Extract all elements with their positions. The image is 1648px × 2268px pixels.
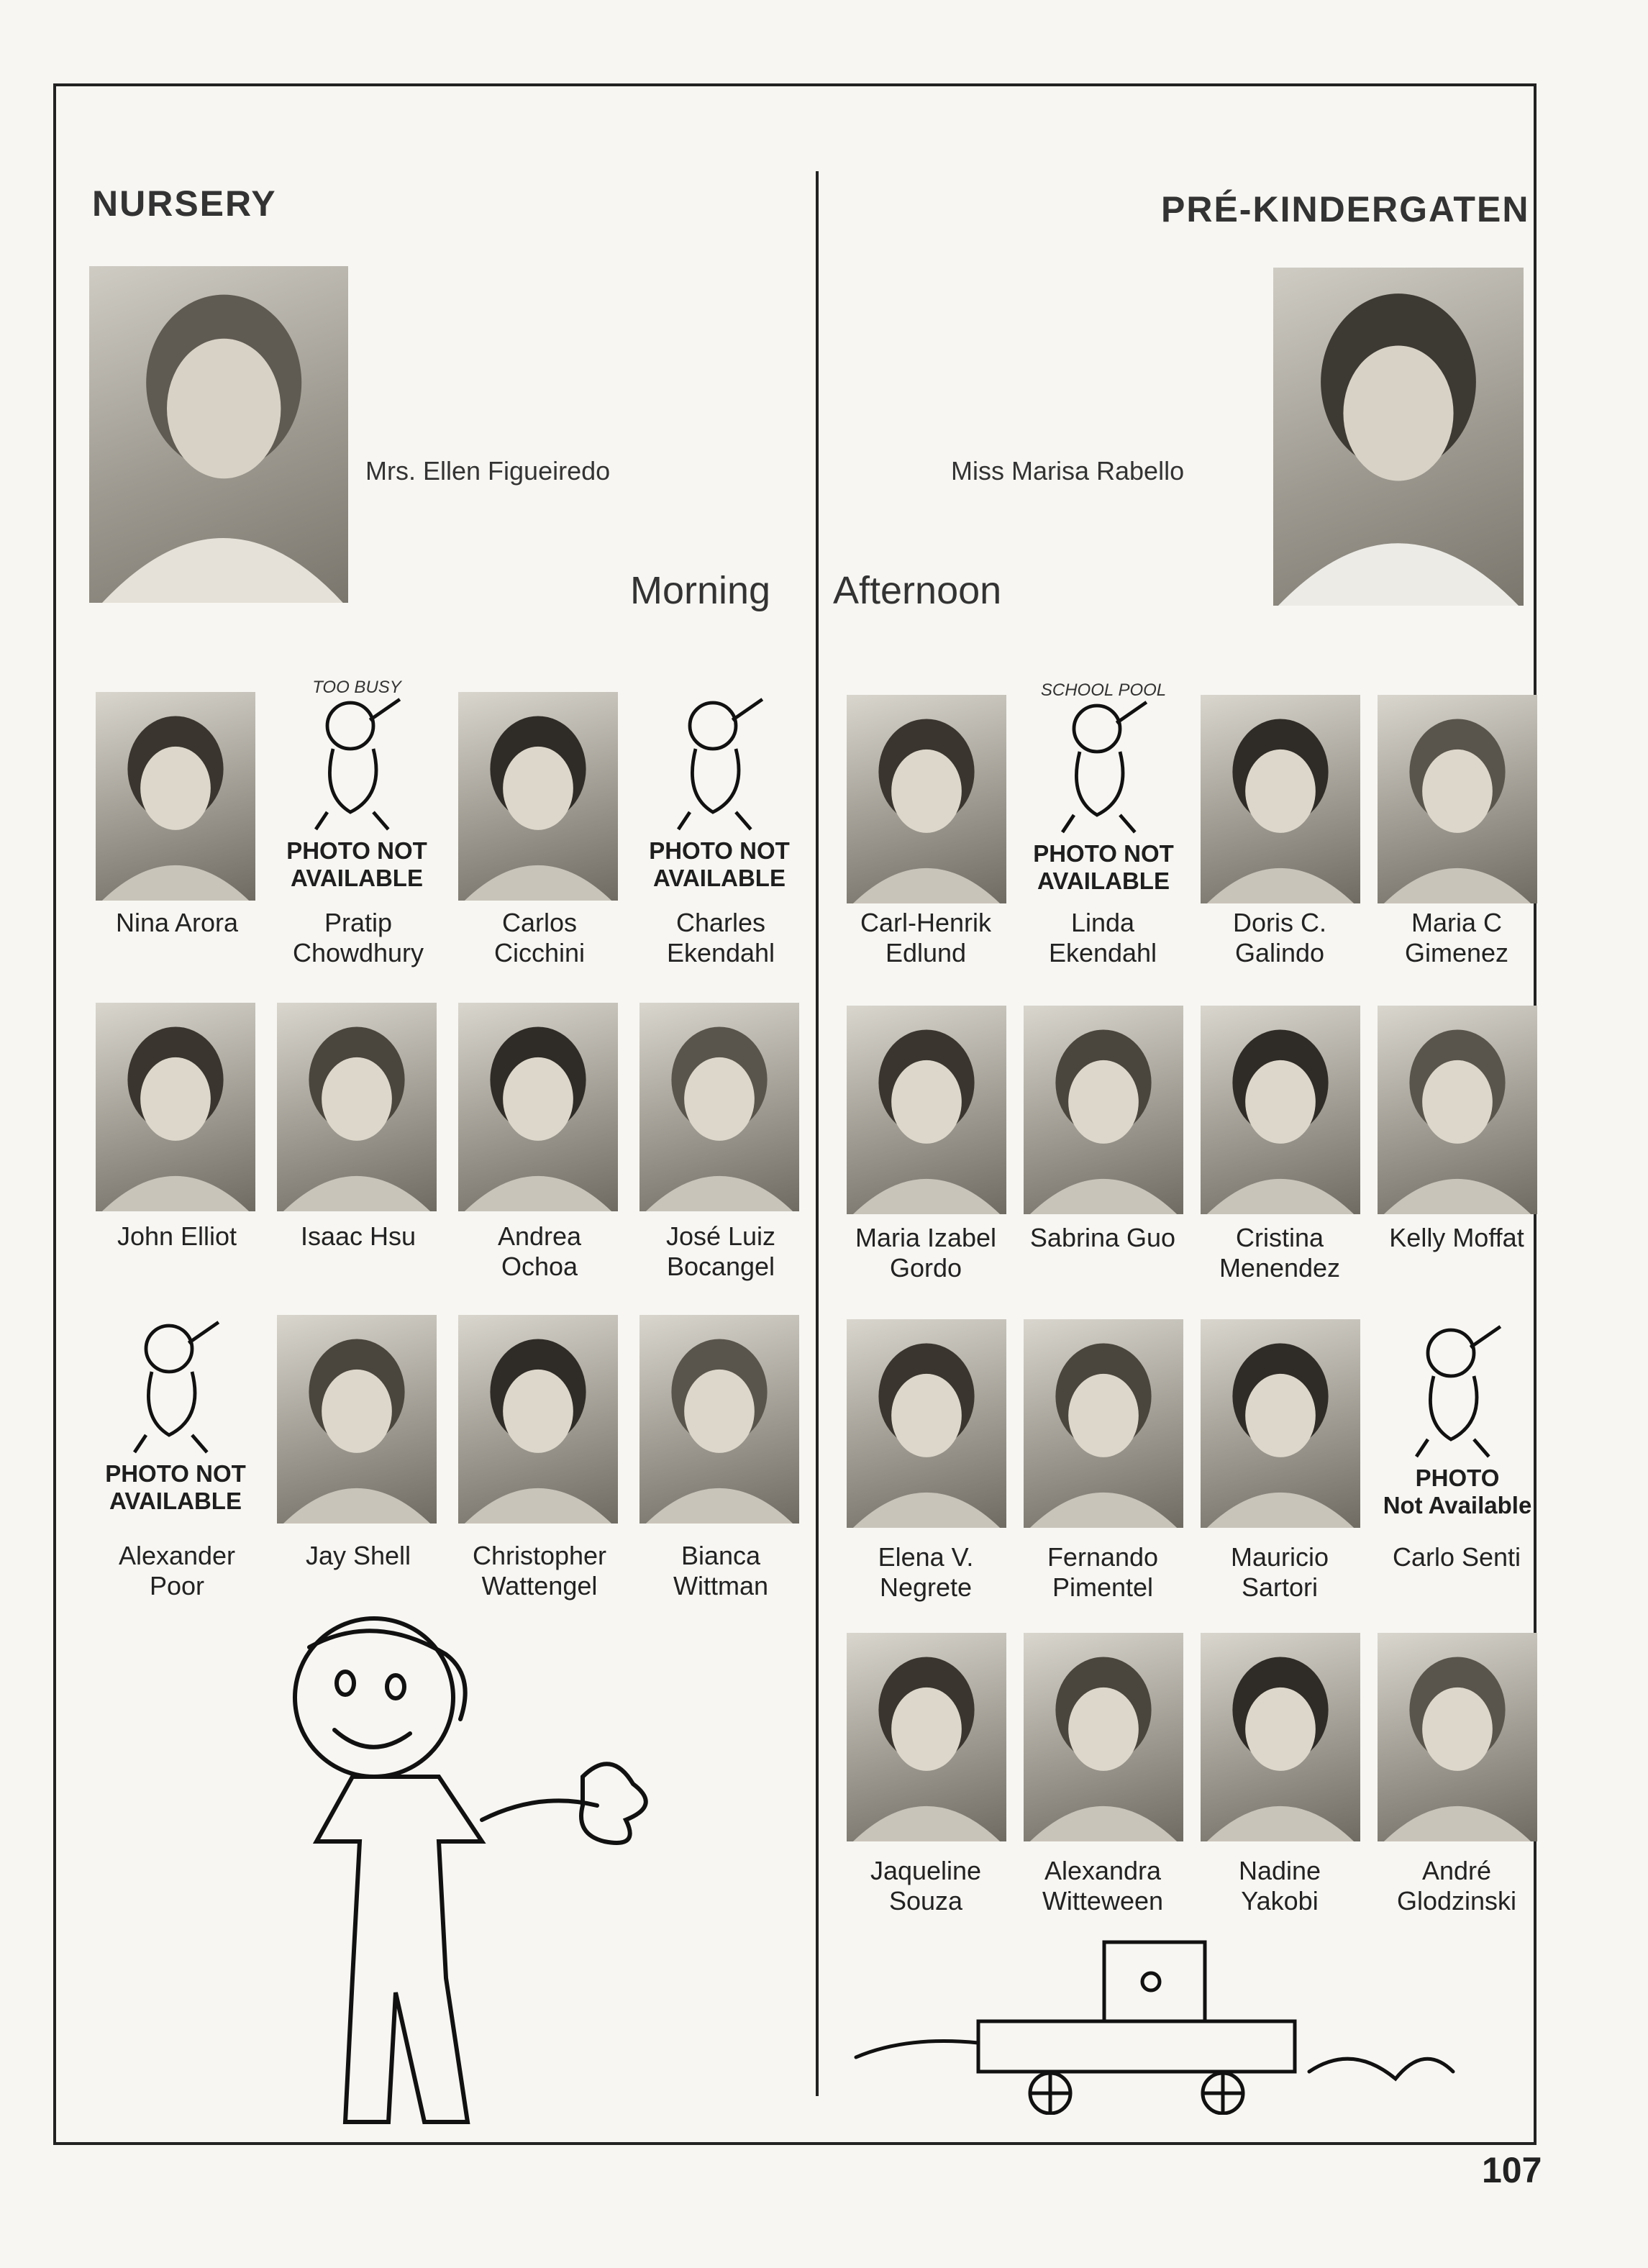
cartoon-doodle-icon: [1399, 1312, 1514, 1463]
student-surname: Wattengel: [481, 1571, 598, 1600]
student-photo: [639, 1315, 799, 1524]
student-surname: Sartori: [1241, 1572, 1319, 1602]
photo-not-available-line1: PHOTO NOT: [1033, 840, 1174, 867]
student-photo: [847, 695, 1006, 903]
student-surname: Wittman: [673, 1571, 768, 1600]
student-name: John Elliot: [117, 1221, 237, 1251]
student-name: Kelly Moffat: [1389, 1223, 1524, 1252]
student-surname: Witteween: [1042, 1886, 1164, 1916]
student-name: Linda: [1070, 908, 1135, 937]
student-name: José Luiz: [665, 1221, 776, 1251]
student-surname: Ekendahl: [1048, 938, 1157, 967]
column-divider: [816, 171, 819, 2096]
truck-drawing: [849, 1928, 1496, 2115]
nursery-teacher-photo: [89, 266, 348, 603]
nursery-teacher-name: Mrs. Ellen Figueiredo: [365, 456, 611, 486]
page-number: 107: [1482, 2150, 1542, 2190]
student-name: Christopher: [472, 1541, 607, 1570]
student-surname: Souza: [888, 1886, 963, 1916]
student-surname: Glodzinski: [1396, 1886, 1517, 1916]
cartoon-doodle-icon: [661, 685, 776, 836]
student-surname: Yakobi: [1241, 1886, 1319, 1916]
student-photo: [1378, 1633, 1537, 1841]
nursery-session-label: Morning: [630, 569, 771, 612]
student-name: Maria Izabel: [855, 1223, 997, 1252]
student-name: Pratip: [324, 908, 393, 937]
photo-not-available-line1: PHOTO: [1415, 1465, 1500, 1491]
student-name: Alexander: [118, 1541, 236, 1570]
student-name: Alexandra: [1044, 1856, 1162, 1885]
photo-not-available-placeholder: [1378, 1305, 1537, 1528]
student-name: Nina Arora: [115, 908, 239, 937]
photo-not-available-line2: AVAILABLE: [653, 865, 786, 891]
student-photo: [1024, 1006, 1183, 1214]
student-name: Bianca: [680, 1541, 761, 1570]
student-name: Mauricio: [1230, 1542, 1329, 1572]
cartoon-doodle-icon: [299, 685, 414, 836]
student-surname: Negrete: [879, 1572, 973, 1602]
student-surname: Ochoa: [501, 1252, 578, 1281]
student-photo: [847, 1319, 1006, 1528]
student-photo: [639, 1003, 799, 1211]
photo-not-available-line2: AVAILABLE: [291, 865, 423, 891]
student-photo: [458, 692, 618, 901]
student-photo: [458, 1315, 618, 1524]
photo-not-available-line1: PHOTO NOT: [649, 837, 790, 864]
photo-not-available-line2: AVAILABLE: [109, 1488, 242, 1514]
student-name: Carl-Henrik: [860, 908, 992, 937]
photo-not-available-placeholder: [1024, 680, 1183, 903]
student-name: Andrea: [497, 1221, 582, 1251]
student-surname: Gimenez: [1404, 938, 1509, 967]
cartoon-doodle-icon: [117, 1308, 232, 1459]
student-photo: [1378, 695, 1537, 903]
student-photo: [96, 692, 255, 901]
photo-not-available-line2: Not Available: [1383, 1492, 1532, 1518]
student-surname: Pimentel: [1052, 1572, 1154, 1602]
student-photo: [458, 1003, 618, 1211]
student-surname: Galindo: [1234, 938, 1325, 967]
student-photo: [1378, 1006, 1537, 1214]
student-photo: [847, 1006, 1006, 1214]
photo-not-available-line1: PHOTO NOT: [105, 1460, 246, 1487]
student-photo: [1024, 1633, 1183, 1841]
student-name: Charles: [675, 908, 766, 937]
student-photo: [96, 1003, 255, 1211]
student-surname: Cicchini: [493, 938, 586, 967]
doodle-caption: SCHOOL POOL: [1040, 680, 1167, 700]
photo-not-available-line1: PHOTO NOT: [286, 837, 427, 864]
student-name: Isaac Hsu: [300, 1221, 416, 1251]
student-photo: [1201, 1319, 1360, 1528]
prek-heading: PRÉ-KINDERGATEN: [1161, 189, 1530, 229]
student-surname: Ekendahl: [666, 938, 775, 967]
prek-teacher-photo: [1273, 268, 1524, 606]
student-photo: [1201, 695, 1360, 903]
student-name: Jaqueline: [870, 1856, 982, 1885]
photo-not-available-placeholder: [277, 678, 437, 901]
doodle-caption: TOO BUSY: [312, 678, 401, 697]
prek-teacher-name: Miss Marisa Rabello: [951, 456, 1185, 486]
student-name: Carlo Senti: [1392, 1542, 1521, 1572]
photo-not-available-placeholder: [96, 1301, 255, 1524]
student-surname: Menendez: [1219, 1253, 1341, 1283]
student-photo: [1024, 1319, 1183, 1528]
student-name: André: [1421, 1856, 1492, 1885]
student-name: Cristina: [1235, 1223, 1324, 1252]
student-photo: [1201, 1633, 1360, 1841]
student-name: Nadine: [1238, 1856, 1321, 1885]
nursery-heading: NURSERY: [92, 183, 277, 224]
prek-session-label: Afternoon: [833, 569, 1002, 612]
student-name: Jay Shell: [305, 1541, 411, 1570]
cartoon-doodle-icon: [1045, 688, 1160, 839]
student-surname: Poor: [149, 1571, 205, 1600]
student-name: Elena V.: [878, 1542, 974, 1572]
student-name: Maria C: [1411, 908, 1503, 937]
student-surname: Gordo: [889, 1253, 962, 1283]
student-photo: [847, 1633, 1006, 1841]
student-surname: Edlund: [885, 938, 967, 967]
student-surname: Chowdhury: [292, 938, 424, 967]
student-name: Carlos: [501, 908, 578, 937]
photo-not-available-placeholder: [639, 678, 799, 901]
student-photo: [277, 1315, 437, 1524]
student-name: Fernando: [1047, 1542, 1159, 1572]
photo-not-available-line2: AVAILABLE: [1037, 867, 1170, 894]
student-photo: [277, 1003, 437, 1211]
student-surname: Bocangel: [666, 1252, 775, 1281]
student-photo: [1201, 1006, 1360, 1214]
student-name: Doris C.: [1232, 908, 1326, 937]
stick-figure-drawing: [266, 1604, 683, 2129]
student-name: Sabrina Guo: [1029, 1223, 1176, 1252]
